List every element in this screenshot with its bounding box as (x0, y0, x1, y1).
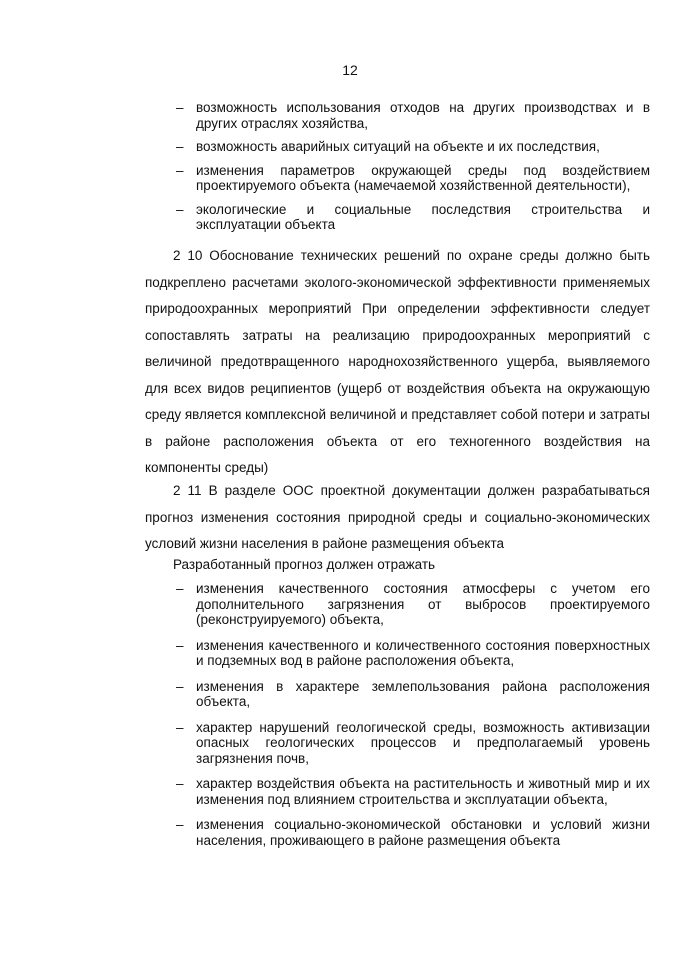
list-item (176, 638, 650, 669)
list-item (176, 202, 650, 233)
list-item-text: экологические и социальные последствия строительства и эксплуатации объекта (196, 201, 650, 232)
list-item-text: изменения качественного состояния атмосферы с учетом его дополнительного загрязнения от выбросов проектируемого (реконструируемого) объекта, (196, 581, 650, 627)
list-item-text: возможность использования отходов на других производствах и в других отраслях хозяйства, (196, 100, 650, 131)
dash-bullet: – (176, 678, 184, 694)
paragraph-2-10: 2 10 Обоснование технических решений по охране среды должно быть подкреплено расчетами эколого-экономической эффективности применяемых природоохранных мероприятий При определении эффективности следует сопоставлять затраты на реализацию природоохранных мероприятий с величиной предотвращенного народнохозяйственного ущерба, выявляемого для всех видов реципиентов (ущерб от воздействия объекта на окружающую среду является комплексной величиной и представляет собой потери и затраты в районе расположения объекта от его техногенного воздействия на компоненты среды) (145, 248, 650, 475)
dash-bullet: – (176, 817, 184, 832)
list-item-text: возможность аварийных ситуаций на объекте и их последствия, (196, 139, 600, 154)
list-item-text: изменения в характере землепользования района расположения объекта, (196, 678, 650, 709)
page-number: 12 (342, 62, 358, 78)
forecast-intro: Разработанный прогноз должен отражать (173, 557, 436, 572)
list-item-text: изменения параметров окружающей среды под воздействием проектируемого объекта (намечаемой хозяйственной деятельности), (196, 162, 650, 193)
list-item-text: изменения социально-экономической обстановки и условий жизни населения, проживающего в районе размещения объекта (196, 817, 650, 848)
forecast-list (176, 581, 650, 858)
impact-list (176, 100, 650, 241)
list-item (176, 720, 650, 767)
list-item (176, 139, 650, 155)
list-item (176, 163, 650, 194)
dash-bullet: – (176, 581, 184, 596)
dash-bullet: – (176, 776, 184, 791)
list-item (176, 581, 650, 628)
list-item-text: характер воздействия объекта на растительность и животный мир и их изменения под влиянием строительства и эксплуатации объекта, (196, 776, 650, 807)
dash-bullet: – (176, 100, 184, 115)
dash-bullet: – (176, 201, 184, 217)
dash-bullet: – (176, 719, 184, 735)
dash-bullet: – (176, 637, 184, 653)
list-item-text: изменения качественного и количественного состояния поверхностных и подземных вод в районе расположения объекта, (196, 637, 650, 668)
list-item-text: характер нарушений геологической среды, возможность активизации опасных геологических процессов и предполагаемый уровень загрязнения почв, (196, 719, 650, 766)
list-item (176, 100, 650, 131)
dash-bullet: – (176, 162, 184, 178)
list-item (176, 776, 650, 807)
list-item (176, 679, 650, 710)
dash-bullet: – (176, 139, 184, 154)
paragraph-2-11: 2 11 В разделе ООС проектной документации должен разрабатываться прогноз изменения состояния природной среды и социально-экономических условий жизни населения в районе размещения объекта (145, 483, 650, 551)
list-item (176, 817, 650, 848)
